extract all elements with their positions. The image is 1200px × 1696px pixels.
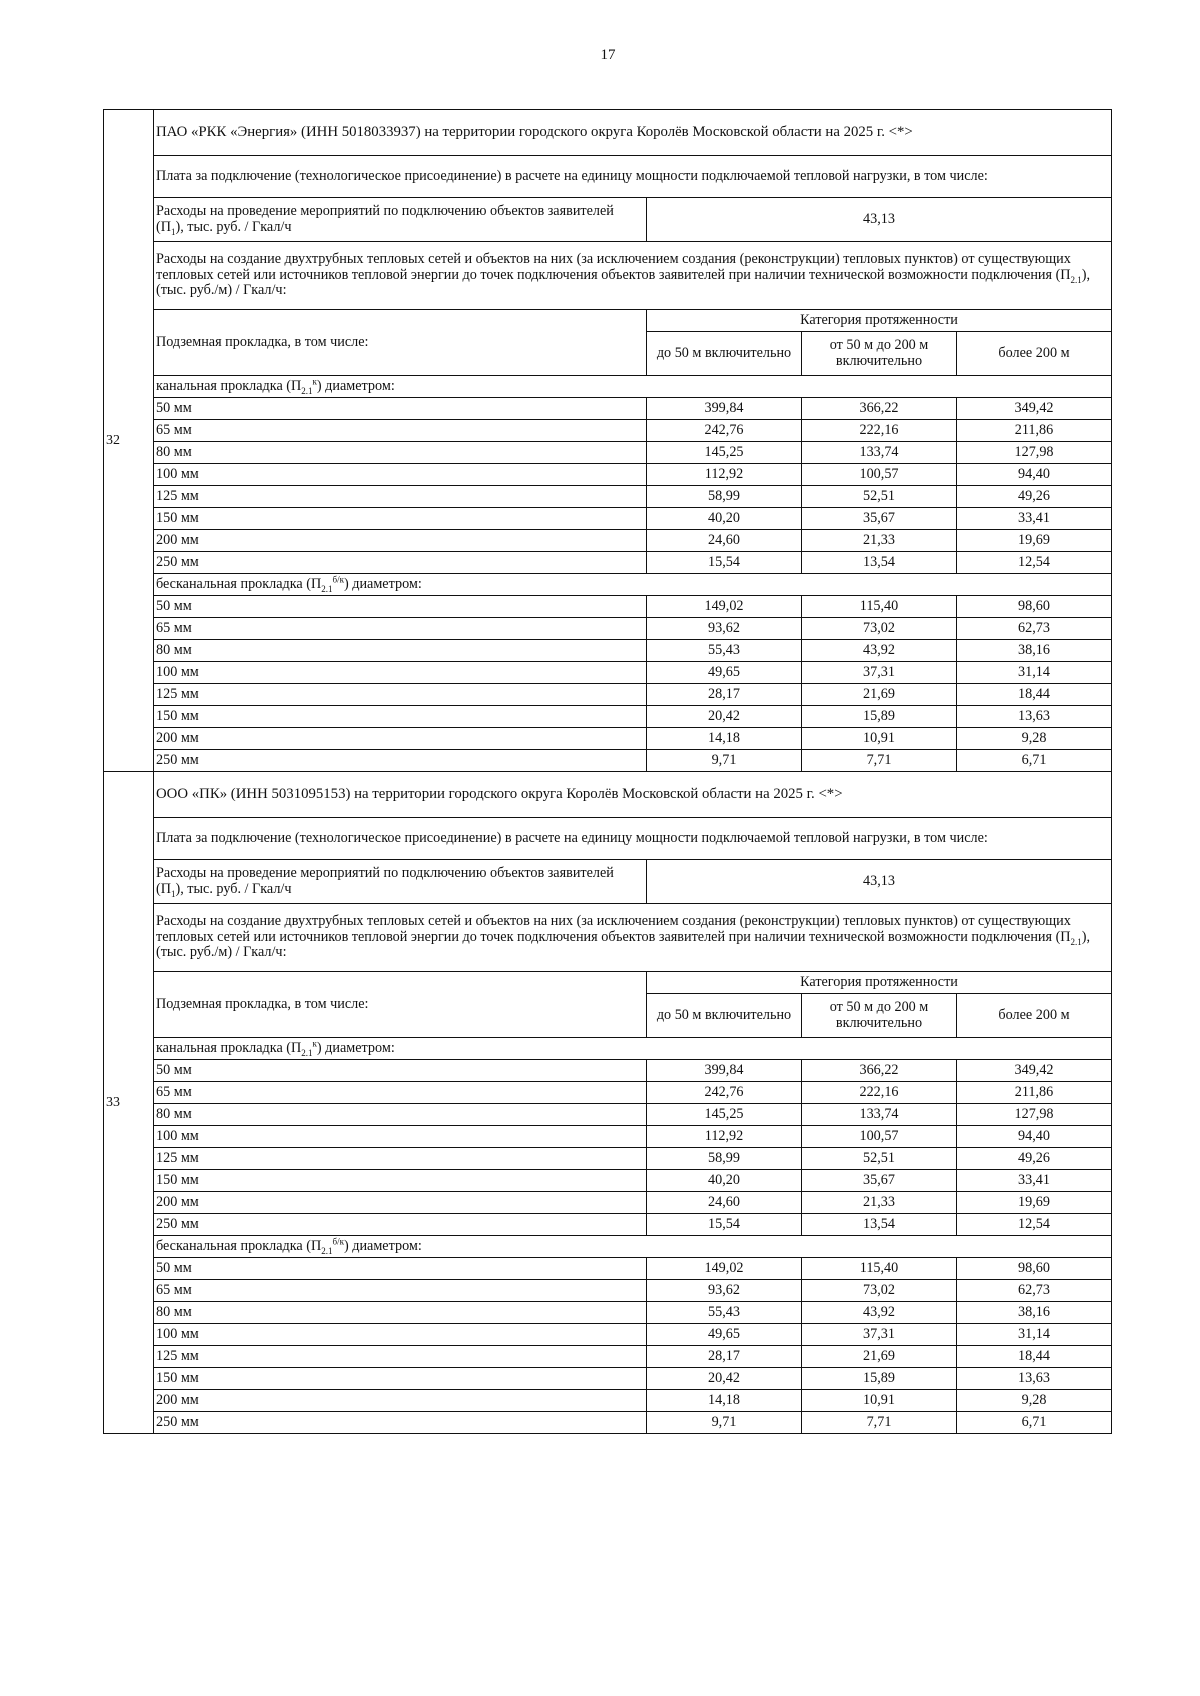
table-row: [104, 1060, 1112, 1082]
diameter-cell: 125 мм: [154, 684, 647, 706]
tariff-table: [103, 109, 1112, 1434]
value-cell: 12,54: [957, 1214, 1112, 1236]
diameter-cell: 150 мм: [154, 1368, 647, 1390]
value-cell: 20,42: [647, 706, 802, 728]
diameter-cell: 100 мм: [154, 1324, 647, 1346]
value-cell: 14,18: [647, 1390, 802, 1412]
channel-label-end: ) диаметром:: [316, 377, 395, 394]
channelless-label-sub: 2.1: [321, 583, 333, 594]
value-cell: 98,60: [957, 596, 1112, 618]
value-cell: 9,71: [647, 750, 802, 772]
value-cell: 13,63: [957, 706, 1112, 728]
value-cell: 7,71: [802, 1412, 957, 1434]
channel-label-text: канальная прокладка (П: [156, 377, 302, 394]
section-number: 32: [104, 110, 154, 772]
diameter-cell: 200 мм: [154, 530, 647, 552]
p2-label-end: ), (тыс. руб./м) / Гкал/ч:: [156, 928, 1091, 961]
value-cell: 38,16: [957, 1302, 1112, 1324]
table-row: [104, 640, 1112, 662]
table-row: [104, 442, 1112, 464]
diameter-cell: 65 мм: [154, 420, 647, 442]
diameter-cell: 200 мм: [154, 1390, 647, 1412]
value-cell: 31,14: [957, 1324, 1112, 1346]
value-cell: 19,69: [957, 530, 1112, 552]
channel-label-sup: к: [312, 1037, 317, 1048]
value-cell: 9,28: [957, 728, 1112, 750]
diameter-cell: 250 мм: [154, 750, 647, 772]
diameter-cell: 200 мм: [154, 1192, 647, 1214]
table-row: [104, 398, 1112, 420]
diameter-cell: 150 мм: [154, 508, 647, 530]
diameter-cell: 80 мм: [154, 1104, 647, 1126]
category-header: Категория протяженности: [647, 310, 1112, 332]
value-cell: 211,86: [957, 1082, 1112, 1104]
channel-label-text: канальная прокладка (П: [156, 1039, 302, 1056]
section-number: 33: [104, 772, 154, 1434]
column-header: до 50 м включительно: [647, 332, 802, 376]
value-cell: 33,41: [957, 1170, 1112, 1192]
table-row: [104, 1082, 1112, 1104]
p2-label-text: Расходы на создание двухтрубных тепловых сетей и объектов на них (за исключением создания (реконструкции) тепловых пунктов) от существующих тепловых сетей или источников тепловой энергии до точек подключения объектов заявителей при наличии технической возможности подключения (П: [156, 250, 1071, 283]
p1-label-end: ), тыс. руб. / Гкал/ч: [175, 880, 292, 897]
channel-label-end: ) диаметром:: [316, 1039, 395, 1056]
table-row: [104, 728, 1112, 750]
p1-label: [154, 198, 647, 242]
channelless-label-text: бесканальная прокладка (П: [156, 1237, 322, 1254]
diameter-cell: 50 мм: [154, 1258, 647, 1280]
diameter-cell: 150 мм: [154, 1170, 647, 1192]
value-cell: 37,31: [802, 662, 957, 684]
table-row: [104, 750, 1112, 772]
value-cell: 149,02: [647, 596, 802, 618]
table-row: [104, 1368, 1112, 1390]
diameter-cell: 125 мм: [154, 1148, 647, 1170]
value-cell: 13,54: [802, 1214, 957, 1236]
value-cell: 33,41: [957, 508, 1112, 530]
channelless-label-end: ) диаметром:: [343, 575, 422, 592]
value-cell: 58,99: [647, 1148, 802, 1170]
value-cell: 21,69: [802, 684, 957, 706]
channelless-label: [154, 1236, 1112, 1258]
p2-label-sub: 2.1: [1070, 936, 1082, 947]
underground-label: Подземная прокладка, в том числе:: [154, 972, 647, 1038]
value-cell: 15,54: [647, 552, 802, 574]
channelless-label: [154, 574, 1112, 596]
diameter-cell: 80 мм: [154, 442, 647, 464]
value-cell: 399,84: [647, 398, 802, 420]
table-row: [104, 1214, 1112, 1236]
column-header: более 200 м: [957, 332, 1112, 376]
p2-label-end: ), (тыс. руб./м) / Гкал/ч:: [156, 266, 1091, 299]
value-cell: 366,22: [802, 1060, 957, 1082]
table-row: [104, 684, 1112, 706]
value-cell: 94,40: [957, 464, 1112, 486]
channelless-label-text: бесканальная прокладка (П: [156, 575, 322, 592]
table-row: [104, 464, 1112, 486]
value-cell: 20,42: [647, 1368, 802, 1390]
channel-label: [154, 1038, 1112, 1060]
table-row: [104, 552, 1112, 574]
p2-row: [104, 904, 1112, 972]
channelless-label-row: [104, 1236, 1112, 1258]
table-row: [104, 596, 1112, 618]
table-row: [104, 1192, 1112, 1214]
table-row: [104, 508, 1112, 530]
value-cell: 9,71: [647, 1412, 802, 1434]
diameter-cell: 80 мм: [154, 1302, 647, 1324]
value-cell: 21,33: [802, 530, 957, 552]
value-cell: 127,98: [957, 442, 1112, 464]
value-cell: 211,86: [957, 420, 1112, 442]
p1-label-sub: 1: [170, 888, 176, 899]
value-cell: 35,67: [802, 508, 957, 530]
value-cell: 52,51: [802, 486, 957, 508]
value-cell: 37,31: [802, 1324, 957, 1346]
p1-label: [154, 860, 647, 904]
value-cell: 222,16: [802, 1082, 957, 1104]
section-intro-row: [104, 818, 1112, 860]
p1-label-text: Расходы на проведение мероприятий по подключению объектов заявителей (П: [156, 202, 614, 235]
value-cell: 55,43: [647, 640, 802, 662]
value-cell: 18,44: [957, 684, 1112, 706]
diameter-cell: 100 мм: [154, 464, 647, 486]
diameter-cell: 250 мм: [154, 1412, 647, 1434]
table-row: [104, 1126, 1112, 1148]
value-cell: 7,71: [802, 750, 957, 772]
diameter-cell: 65 мм: [154, 618, 647, 640]
table-row: [104, 1258, 1112, 1280]
diameter-cell: 100 мм: [154, 662, 647, 684]
diameter-cell: 125 мм: [154, 486, 647, 508]
value-cell: 349,42: [957, 398, 1112, 420]
channel-label: [154, 376, 1112, 398]
value-cell: 14,18: [647, 728, 802, 750]
value-cell: 43,92: [802, 1302, 957, 1324]
value-cell: 399,84: [647, 1060, 802, 1082]
table-row: [104, 530, 1112, 552]
value-cell: 6,71: [957, 1412, 1112, 1434]
channel-label-sub: 2.1: [301, 1047, 313, 1058]
value-cell: 9,28: [957, 1390, 1112, 1412]
value-cell: 19,69: [957, 1192, 1112, 1214]
table-row: [104, 1280, 1112, 1302]
table-row: [104, 486, 1112, 508]
channelless-label-end: ) диаметром:: [343, 1237, 422, 1254]
section-title-row: [104, 110, 1112, 156]
value-cell: 94,40: [957, 1126, 1112, 1148]
value-cell: 40,20: [647, 1170, 802, 1192]
channelless-label-sup: б/к: [332, 573, 344, 584]
table-row: [104, 1302, 1112, 1324]
p1-row: [104, 198, 1112, 242]
value-cell: 112,92: [647, 1126, 802, 1148]
value-cell: 28,17: [647, 684, 802, 706]
table-row: [104, 618, 1112, 640]
underground-label: Подземная прокладка, в том числе:: [154, 310, 647, 376]
table-row: [104, 662, 1112, 684]
value-cell: 40,20: [647, 508, 802, 530]
value-cell: 12,54: [957, 552, 1112, 574]
table-row: [104, 706, 1112, 728]
p1-value: 43,13: [647, 860, 1112, 904]
column-header: до 50 м включительно: [647, 994, 802, 1038]
channel-label-row: [104, 376, 1112, 398]
section-intro-row: [104, 156, 1112, 198]
channel-label-sup: к: [312, 375, 317, 386]
category-header-row: [104, 972, 1112, 994]
value-cell: 49,65: [647, 1324, 802, 1346]
value-cell: 366,22: [802, 398, 957, 420]
diameter-cell: 80 мм: [154, 640, 647, 662]
diameter-cell: 200 мм: [154, 728, 647, 750]
value-cell: 58,99: [647, 486, 802, 508]
p1-value: 43,13: [647, 198, 1112, 242]
value-cell: 222,16: [802, 420, 957, 442]
table-row: [104, 420, 1112, 442]
p2-label: [154, 904, 1112, 972]
value-cell: 21,33: [802, 1192, 957, 1214]
value-cell: 73,02: [802, 1280, 957, 1302]
value-cell: 242,76: [647, 1082, 802, 1104]
section-title-row: [104, 772, 1112, 818]
table-row: [104, 1324, 1112, 1346]
value-cell: 55,43: [647, 1302, 802, 1324]
section-title: ООО «ПК» (ИНН 5031095153) на территории городского округа Королёв Московской области на 2025 г. <*>: [154, 772, 1112, 818]
section-intro: Плата за подключение (технологическое присоединение) в расчете на единицу мощности подключаемой тепловой нагрузки, в том числе:: [154, 156, 1112, 198]
value-cell: 21,69: [802, 1346, 957, 1368]
section-title: ПАО «РКК «Энергия» (ИНН 5018033937) на территории городского округа Королёв Московской области на 2025 г. <*>: [154, 110, 1112, 156]
value-cell: 133,74: [802, 442, 957, 464]
value-cell: 49,26: [957, 1148, 1112, 1170]
value-cell: 100,57: [802, 464, 957, 486]
value-cell: 15,89: [802, 706, 957, 728]
column-header: от 50 м до 200 м включительно: [802, 994, 957, 1038]
value-cell: 15,54: [647, 1214, 802, 1236]
table-row: [104, 1170, 1112, 1192]
channel-label-row: [104, 1038, 1112, 1060]
value-cell: 35,67: [802, 1170, 957, 1192]
value-cell: 52,51: [802, 1148, 957, 1170]
p2-label-text: Расходы на создание двухтрубных тепловых сетей и объектов на них (за исключением создания (реконструкции) тепловых пунктов) от существующих тепловых сетей или источников тепловой энергии до точек подключения объектов заявителей при наличии технической возможности подключения (П: [156, 912, 1071, 945]
value-cell: 13,54: [802, 552, 957, 574]
value-cell: 24,60: [647, 530, 802, 552]
diameter-cell: 125 мм: [154, 1346, 647, 1368]
value-cell: 93,62: [647, 1280, 802, 1302]
section-intro: Плата за подключение (технологическое присоединение) в расчете на единицу мощности подключаемой тепловой нагрузки, в том числе:: [154, 818, 1112, 860]
value-cell: 62,73: [957, 1280, 1112, 1302]
channelless-label-row: [104, 574, 1112, 596]
p1-row: [104, 860, 1112, 904]
channel-label-sub: 2.1: [301, 385, 313, 396]
value-cell: 98,60: [957, 1258, 1112, 1280]
value-cell: 10,91: [802, 728, 957, 750]
value-cell: 93,62: [647, 618, 802, 640]
tariff-table-body: [104, 110, 1112, 1434]
p1-label-end: ), тыс. руб. / Гкал/ч: [175, 218, 292, 235]
value-cell: 31,14: [957, 662, 1112, 684]
diameter-cell: 150 мм: [154, 706, 647, 728]
value-cell: 13,63: [957, 1368, 1112, 1390]
page-number: 17: [600, 47, 616, 63]
category-header: Категория протяженности: [647, 972, 1112, 994]
value-cell: 149,02: [647, 1258, 802, 1280]
channelless-label-sub: 2.1: [321, 1245, 333, 1256]
value-cell: 43,92: [802, 640, 957, 662]
table-row: [104, 1104, 1112, 1126]
value-cell: 15,89: [802, 1368, 957, 1390]
value-cell: 115,40: [802, 596, 957, 618]
value-cell: 62,73: [957, 618, 1112, 640]
value-cell: 127,98: [957, 1104, 1112, 1126]
diameter-cell: 250 мм: [154, 552, 647, 574]
diameter-cell: 50 мм: [154, 1060, 647, 1082]
value-cell: 28,17: [647, 1346, 802, 1368]
diameter-cell: 65 мм: [154, 1280, 647, 1302]
p2-label: [154, 242, 1112, 310]
value-cell: 24,60: [647, 1192, 802, 1214]
value-cell: 6,71: [957, 750, 1112, 772]
value-cell: 49,26: [957, 486, 1112, 508]
p2-row: [104, 242, 1112, 310]
diameter-cell: 250 мм: [154, 1214, 647, 1236]
value-cell: 349,42: [957, 1060, 1112, 1082]
diameter-cell: 100 мм: [154, 1126, 647, 1148]
value-cell: 133,74: [802, 1104, 957, 1126]
value-cell: 100,57: [802, 1126, 957, 1148]
column-header: от 50 м до 200 м включительно: [802, 332, 957, 376]
p1-label-sub: 1: [170, 226, 176, 237]
value-cell: 242,76: [647, 420, 802, 442]
category-header-row: [104, 310, 1112, 332]
column-header: более 200 м: [957, 994, 1112, 1038]
p1-label-text: Расходы на проведение мероприятий по подключению объектов заявителей (П: [156, 864, 614, 897]
diameter-cell: 65 мм: [154, 1082, 647, 1104]
value-cell: 145,25: [647, 1104, 802, 1126]
diameter-cell: 50 мм: [154, 398, 647, 420]
table-row: [104, 1412, 1112, 1434]
value-cell: 112,92: [647, 464, 802, 486]
value-cell: 10,91: [802, 1390, 957, 1412]
diameter-cell: 50 мм: [154, 596, 647, 618]
table-row: [104, 1346, 1112, 1368]
value-cell: 49,65: [647, 662, 802, 684]
p2-label-sub: 2.1: [1070, 274, 1082, 285]
value-cell: 18,44: [957, 1346, 1112, 1368]
table-row: [104, 1390, 1112, 1412]
value-cell: 145,25: [647, 442, 802, 464]
value-cell: 38,16: [957, 640, 1112, 662]
table-row: [104, 1148, 1112, 1170]
channelless-label-sup: б/к: [332, 1235, 344, 1246]
value-cell: 115,40: [802, 1258, 957, 1280]
value-cell: 73,02: [802, 618, 957, 640]
